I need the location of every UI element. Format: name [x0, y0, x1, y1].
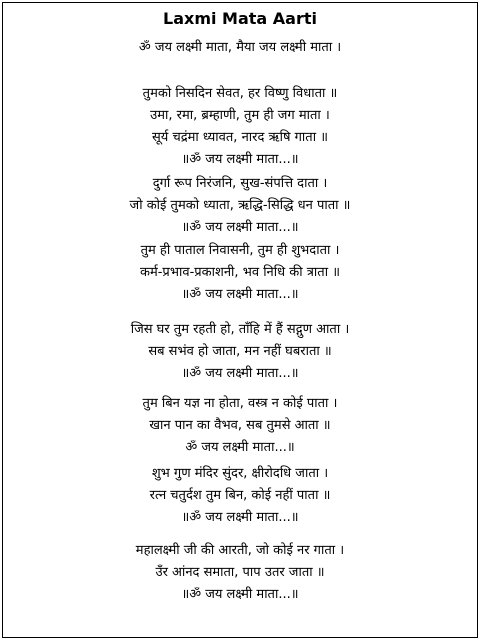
verse-line: तुमको निसदिन सेवत, हर विष्णु विधाता ॥ — [142, 86, 338, 101]
verse-line: ॐ जय लक्ष्मी माता, मैया जय लक्ष्मी माता । — [138, 40, 342, 55]
stanza-8 — [3, 540, 477, 606]
refrain-line: ॥ॐ जय लक्ष्मी माता...॥ — [181, 366, 299, 381]
verse-line: जो कोई तुमको ध्याता, ऋद्धि-सिद्धि धन पाता ॥ — [129, 198, 351, 213]
verse-line: रत्न चतुर्दश तुम बिन, कोई नहीं पाता ॥ — [149, 488, 331, 503]
verse-line: कर्म-प्रभाव-प्रकाशनी, भव निधि की त्राता ॥ — [139, 265, 340, 280]
stanza-6 — [3, 393, 477, 459]
document-title: Laxmi Mata Aarti — [163, 9, 317, 28]
verse-line: तुम बिन यज्ञ ना होता, वस्त्र न कोई पाता । — [142, 396, 338, 411]
verse-line: दुर्गा रूप निरंजनि, सुख-संपत्ति दाता । — [152, 176, 328, 191]
stanza-4 — [3, 240, 477, 306]
stanza-1 — [3, 37, 477, 59]
verse-line: सब सभंव हो जाता, मन नहीं घबराता ॥ — [148, 344, 332, 359]
verse-line: खान पान का वैभव, सब तुमसे आता ॥ — [149, 418, 331, 433]
refrain-line: ॐ जय लक्ष्मी माता...॥ — [185, 440, 295, 455]
document-page — [2, 2, 478, 638]
refrain-line: ॥ॐ जय लक्ष्मी माता...॥ — [181, 510, 299, 525]
refrain-line: ॥ॐ जय लक्ष्मी माता...॥ — [181, 220, 299, 235]
verse-line: सूर्य चद्रंमा ध्यावत, नारद ऋषि गाता ॥ — [151, 130, 328, 145]
stanza-5 — [3, 319, 477, 385]
verse-line: उमा, रमा, ब्रम्हाणी, तुम ही जग माता । — [150, 108, 330, 123]
stanza-2 — [3, 83, 477, 171]
verse-line: जिस घर तुम रहती हो, ताँहि में हैं सद्गुण आता । — [130, 322, 350, 337]
verse-line: महालक्ष्मी जी की आरती, जो कोई नर गाता । — [135, 543, 345, 558]
verse-line: शुभ गुण मंदिर सुंदर, क्षीरोदधि जाता । — [151, 466, 329, 481]
stanza-7 — [3, 463, 477, 529]
verse-line: उँर आंनद समाता, पाप उतर जाता ॥ — [155, 565, 325, 580]
stanza-3 — [3, 173, 477, 239]
refrain-line: ॥ॐ जय लक्ष्मी माता...॥ — [181, 587, 299, 602]
refrain-line: ॥ॐ जय लक्ष्मी माता...॥ — [181, 287, 299, 302]
refrain-line: ॥ॐ जय लक्ष्मी माता...॥ — [181, 152, 299, 167]
verse-line: तुम ही पाताल निवासनी, तुम ही शुभदाता । — [140, 243, 340, 258]
